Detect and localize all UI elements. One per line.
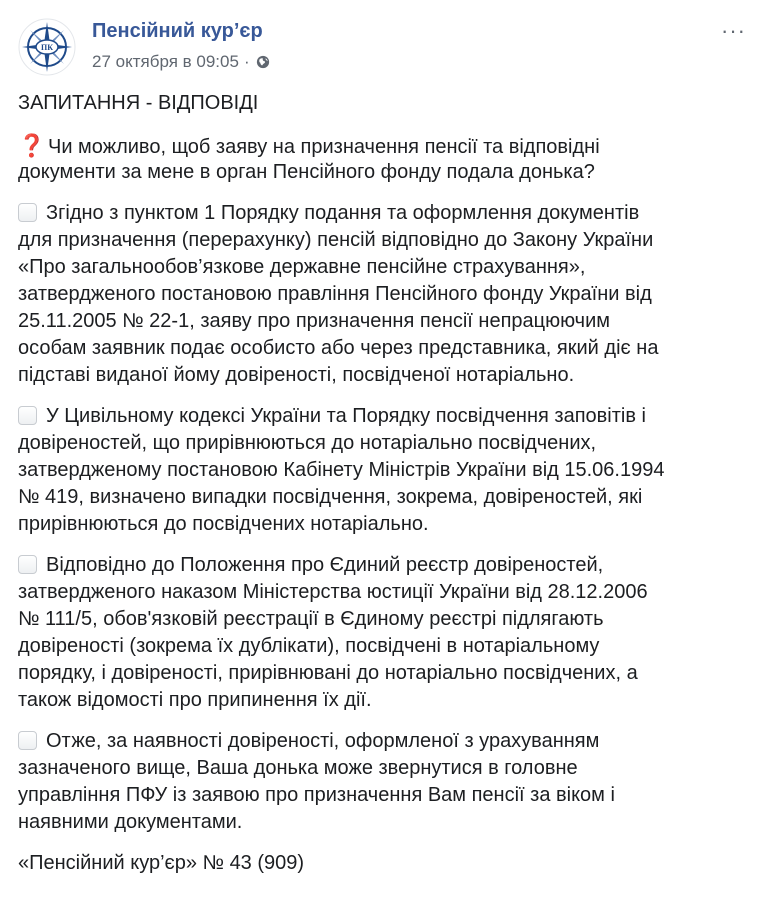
paragraph-line: Згідно з пунктом 1 Порядку подання та оформлення документів	[18, 200, 754, 227]
answer-paragraph-4	[18, 728, 754, 836]
paragraph-line: для призначення (перерахунку) пенсій відповідно до Закону України	[18, 229, 654, 251]
globe-icon[interactable]	[256, 55, 270, 69]
svg-text:ПК: ПК	[40, 43, 54, 52]
paragraph-line: зазначеного вище, Ваша донька може звернутися в головне	[18, 757, 578, 779]
page-avatar[interactable]	[18, 18, 76, 76]
paragraph-line: 25.11.2005 № 22-1, заяву про призначення пенсії непрацюючим	[18, 310, 611, 332]
paragraph-line: «Про загальнообов’язкове державне пенсійне страхування»,	[18, 256, 586, 278]
white-square-icon	[18, 555, 37, 574]
red-question-mark-icon: ❓	[18, 133, 46, 158]
compass-rose-logo	[18, 18, 76, 76]
post-body	[18, 90, 754, 877]
paragraph-line: Відповідно до Положення про Єдиний реєстр довіреностей,	[18, 552, 754, 579]
answer-paragraph-1	[18, 200, 754, 389]
paragraph-line: № 111/5, обов'язковій реєстрації в Єдиному реєстрі підлягають	[18, 608, 604, 630]
question-paragraph	[18, 132, 754, 186]
paragraph-line: порядку, і довіреності, прирівнювані до нотаріально посвідчених, а	[18, 662, 638, 684]
paragraph-line: затвердженому постановою Кабінету Міністрів України від 15.06.1994	[18, 459, 665, 481]
paragraph-line: затвердженого постановою правління Пенсійного фонду України від	[18, 283, 652, 305]
answer-paragraph-2	[18, 403, 754, 538]
paragraph-line: прирівнюються до посвідчених нотаріально.	[18, 513, 429, 535]
paragraph-line: також відомості про припинення їх дії.	[18, 689, 372, 711]
question-line: ❓ Чи можливо, щоб заяву на призначення пенсії та відповідні	[18, 133, 600, 158]
page-name-link[interactable]: Пенсійний кур’єр	[92, 20, 263, 42]
more-options-icon[interactable]: ···	[721, 18, 746, 43]
paragraph-line: наявними документами.	[18, 811, 243, 833]
paragraph-line: управління ПФУ із заявою про призначення Вам пенсії за віком і	[18, 784, 615, 806]
paragraph-line: довіреностей, що прирівнюються до нотаріально посвідчених,	[18, 432, 597, 454]
white-square-icon	[18, 203, 37, 222]
white-square-icon	[18, 406, 37, 425]
paragraph-line: № 419, визначено випадки посвідчення, зокрема, довіреностей, які	[18, 486, 643, 508]
paragraph-line: особам заявник подає особисто або через представника, який діє на	[18, 337, 659, 359]
paragraph-line: У Цивільному кодексі України та Порядку посвідчення заповітів і	[18, 403, 754, 430]
post-source-footer: «Пенсійний кур’єр» № 43 (909)	[18, 852, 305, 874]
paragraph-line: Отже, за наявності довіреності, оформленої з урахуванням	[18, 728, 754, 755]
question-line: документи за мене в орган Пенсійного фонду подала донька?	[18, 161, 595, 183]
paragraph-line: затвердженого наказом Міністерства юстиції України від 28.12.2006	[18, 581, 648, 603]
answer-paragraph-3	[18, 552, 754, 714]
post-meta	[92, 52, 270, 72]
meta-separator: ·	[243, 52, 250, 71]
white-square-icon	[18, 731, 37, 750]
post-timestamp[interactable]: 27 октября в 09:05	[92, 52, 239, 71]
post-heading: ЗАПИТАННЯ - ВІДПОВІДІ	[18, 92, 259, 114]
paragraph-line: довіреності (зокрема їх дублікати), посвідчені в нотаріальному	[18, 635, 600, 657]
paragraph-line: підставі виданої йому довіреності, посвідченої нотаріально.	[18, 364, 575, 386]
